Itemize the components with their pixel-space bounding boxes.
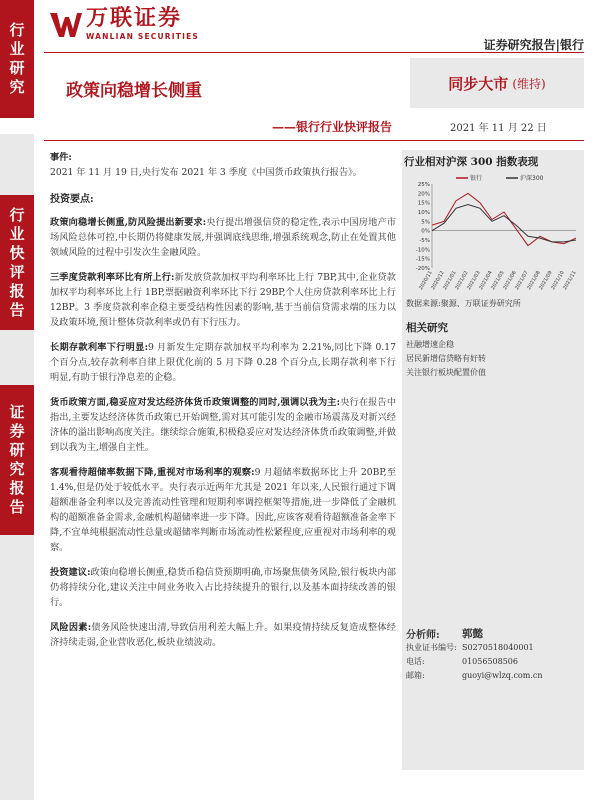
- y-tick-label: 5%: [421, 219, 430, 226]
- brand-name-cn: 万联证券: [86, 6, 183, 31]
- point-text: 政策向稳增长侧重,稳货币稳信贷预期明确,市场聚焦债务风险,银行板块内部仍将持续分化,建议关注中间业务收入占比持续提升的银行,以及基本面持续改善的银行。: [50, 567, 396, 608]
- x-tick-label: 2021/01: [442, 270, 458, 291]
- event-text: 2021 年 11 月 19 日,央行发布 2021 年 3 季度《中国货币政策执行报告》。: [50, 167, 362, 178]
- left-band-report-type: 证 券 研 究 报 告: [0, 385, 34, 535]
- x-tick-label: 2021/05: [490, 270, 506, 291]
- y-tick-label: -5%: [419, 238, 430, 244]
- x-tick-label: 2021/08: [526, 270, 542, 291]
- point-text: 9 月新发生定期存款加权平均利率为 2.21%,同比下降 0.17 个百分点,较存款利率自律上限优化前的 5 月下降 0.28 个百分点,长期存款利率下行明显,有助于银行净息差的企稳。: [50, 342, 396, 383]
- brand-name-en: WANLIAN SECURITIES: [86, 32, 199, 41]
- cert-value: S0270518040001: [462, 642, 534, 652]
- x-tick-label: 2021/03: [466, 270, 482, 291]
- report-date: 2021 年 11 月 22 日: [450, 123, 547, 134]
- rating-box: [410, 58, 584, 108]
- y-tick-label: -15%: [415, 256, 430, 263]
- point-head: 长期存款利率下行明显:: [50, 342, 148, 353]
- x-tick-label: 2021/07: [514, 270, 530, 291]
- point-head: 政策向稳增长侧重,防风险提出新要求:: [50, 217, 207, 228]
- main-content: [50, 150, 396, 660]
- point-excess-reserve: [50, 465, 396, 555]
- point-risk: [50, 620, 396, 650]
- point-monetary-policy: [50, 395, 396, 455]
- email-label: 邮箱:: [406, 670, 425, 680]
- y-tick-label: 20%: [417, 191, 430, 198]
- point-investment-advice: [50, 565, 396, 610]
- point-head: 风险因素:: [50, 622, 92, 633]
- related-list: [406, 338, 486, 380]
- point-text: 债务风险快速出清,导致信用利差大幅上升。如果疫情持续反复造成整体经济持续走弱,企业营收恶化,板块业绩波动。: [50, 622, 396, 648]
- brand-logo: [50, 8, 199, 41]
- phone-value: 01056508506: [462, 656, 518, 666]
- analyst-info: [406, 626, 580, 682]
- x-tick-label: 2020/12: [430, 270, 446, 291]
- left-band-category: 行 业 研 究: [0, 0, 34, 118]
- email-value[interactable]: guoyi@wlzq.com.cn: [462, 670, 543, 680]
- rating-sub: (维持): [512, 76, 546, 91]
- chart-source: 数据来源:聚源、万联证券研究所: [406, 299, 521, 308]
- y-tick-label: 25%: [417, 182, 430, 188]
- point-deposit-rate: [50, 340, 396, 385]
- report-subtitle: ——银行行业快评报告: [272, 120, 393, 134]
- rating-main: 同步大市: [448, 74, 509, 93]
- point-text: 新发放贷款加权平均利率环比上行 7BP,其中,企业贷款加权平均利率环比上行 1BP,票据融资利率环比下行 29BP,个人住房贷款利率环比上行 12BP。3 季度贷款利率企稳主要受结构性因素的影响,基于当前信贷需求端的压力以及政策环境,预计整体贷款利率或仍有下行压力。: [50, 272, 396, 328]
- x-tick-label: 2021/04: [478, 270, 494, 291]
- x-tick-label: 2021/09: [538, 270, 554, 291]
- y-tick-label: 0%: [421, 228, 430, 235]
- legend-label: 沪深300: [520, 175, 544, 182]
- y-tick-label: -10%: [415, 247, 430, 254]
- y-tick-label: 15%: [417, 200, 430, 207]
- y-tick-label: -20%: [415, 266, 430, 272]
- point-text: 9 月超储率数据环比上升 20BP,至 1.4%,但是仍处于较低水平。央行表示近两年尤其是 2021 年以来,人民银行通过下调超额准备金利率以及完善流动性管理和短期利率调控框架等措施,进一步降低了金融机构的超额准备金需求,金融机构超储率进一步下降。因此,应该客观看待超额准备金率下降,不宜单纯根据流动性总量或超储率判断市场流动性松紧程度,应重视对市场利率的观察。: [50, 467, 396, 553]
- report-type-header: 证券研究报告|银行: [483, 38, 584, 52]
- point-policy: [50, 215, 396, 260]
- x-tick-label: 2020/11: [418, 270, 434, 291]
- point-head: 投资建议:: [50, 567, 91, 578]
- series-line-hs300: [432, 205, 576, 242]
- related-item[interactable]: 关注银行板块配置价值: [406, 368, 486, 377]
- header-divider: [44, 52, 584, 53]
- left-band: [0, 0, 34, 800]
- relative-performance-chart: [406, 172, 580, 294]
- legend-label: 银行: [470, 175, 483, 182]
- y-tick-label: 10%: [417, 210, 430, 216]
- related-item[interactable]: 居民新增信贷略有好转: [406, 354, 486, 363]
- phone-label: 电话:: [406, 656, 425, 666]
- chart-title: 行业相对沪深 300 指数表现: [404, 156, 539, 168]
- point-head: 客观看待超储率数据下降,重视对市场利率的观察:: [50, 467, 255, 478]
- left-band-report-kind: 行 业 快 评 报 告: [0, 195, 34, 330]
- analyst-name: 郭懿: [462, 627, 483, 640]
- x-tick-label: 2021/06: [502, 270, 518, 291]
- analyst-label: 分析师:: [406, 629, 440, 641]
- cert-label: 执业证书编号:: [406, 642, 457, 652]
- point-loan-rate: [50, 270, 396, 330]
- point-head: 货币政策方面,稳妥应对发达经济体货币政策调整的同时,强调以我为主:: [50, 397, 341, 408]
- report-title: 政策向稳增长侧重: [66, 81, 202, 101]
- event-label: 事件:: [50, 152, 72, 163]
- brand-w-icon: [50, 11, 82, 39]
- point-text: 央行在报告中指出,主要发达经济体货币政策已开始调整,需对其可能引发的金融市场震荡及对新兴经济体的溢出影响高度关注。继续综合施策,积极稳妥应对发达经济体货币政策调整,并做到以我为主,增强自主性。: [50, 397, 397, 453]
- x-tick-label: 2021/02: [454, 270, 470, 291]
- points-label: 投资要点:: [50, 194, 94, 205]
- x-tick-label: 2021/11: [562, 270, 578, 291]
- point-head: 三季度贷款利率环比有所上行:: [50, 272, 175, 283]
- date-divider: [44, 140, 584, 141]
- x-tick-label: 2021/10: [550, 270, 566, 291]
- related-item[interactable]: 社融增速企稳: [406, 340, 454, 349]
- chart-svg: [406, 172, 580, 294]
- series-line-bank: [432, 193, 576, 245]
- side-panel: [402, 150, 584, 770]
- related-title: 相关研究: [406, 322, 448, 334]
- point-text: 央行提出增强信贷的稳定性,表示中国房地产市场风险总体可控,中长期仍将健康发展,并强调底线思维,增强系统观念,防止在处置其他领域风险的过程中引发次生金融风险。: [50, 217, 396, 258]
